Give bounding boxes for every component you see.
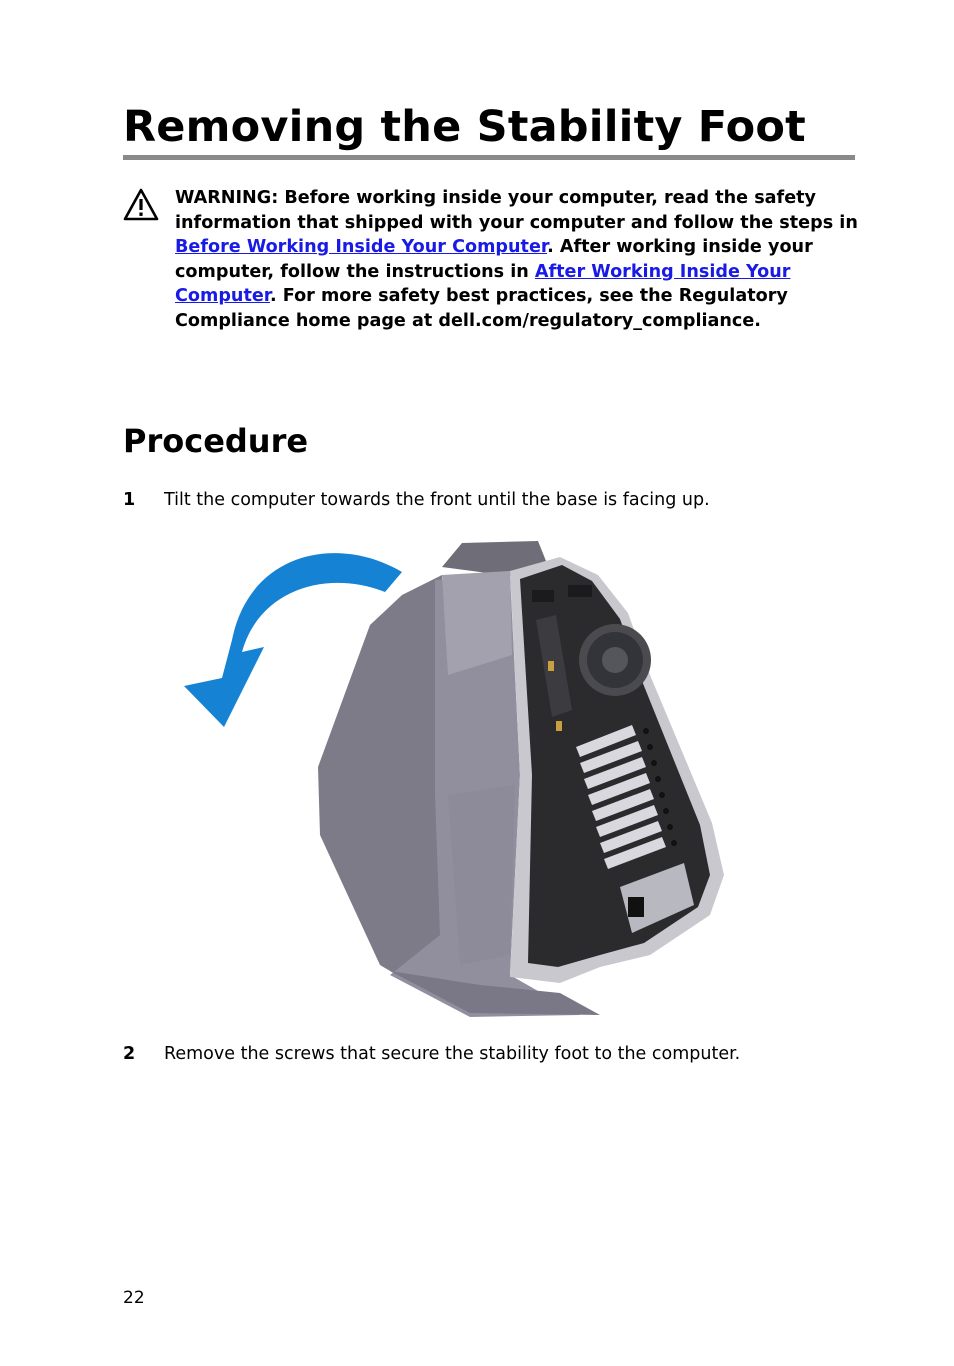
power-connector: [628, 897, 644, 917]
warning-text-part3: . For more safety best practices, see the Regulatory Compliance home page at dell.com/regulatory_compliance.: [175, 286, 788, 331]
warning-message: [175, 186, 861, 334]
warning-label: WARNING:: [175, 188, 279, 208]
warning-text-part2: . After working inside your computer, follow the instructions in: [175, 237, 813, 282]
section-heading-procedure: Procedure: [123, 422, 309, 460]
before-working-link[interactable]: Before Working Inside Your Computer: [175, 237, 548, 258]
step-text: Remove the screws that secure the stability foot to the computer.: [164, 1044, 741, 1064]
computer-tilt-illustration: [180, 535, 740, 1020]
case-left-facet: [318, 575, 448, 1005]
step-number: 2: [123, 1044, 136, 1064]
title-rule: [123, 155, 855, 160]
page-number: 22: [123, 1288, 145, 1308]
after-working-link[interactable]: After Working Inside Your Computer: [175, 261, 791, 307]
step-text: Tilt the computer towards the front until the base is facing up.: [164, 490, 710, 510]
warning-triangle-icon: [123, 188, 159, 222]
warning-text-part1: Before working inside your computer, read the safety information that shipped with your computer and follow the steps in: [175, 188, 858, 233]
page-title: Removing the Stability Foot: [123, 102, 806, 152]
step-number: 1: [123, 490, 136, 510]
